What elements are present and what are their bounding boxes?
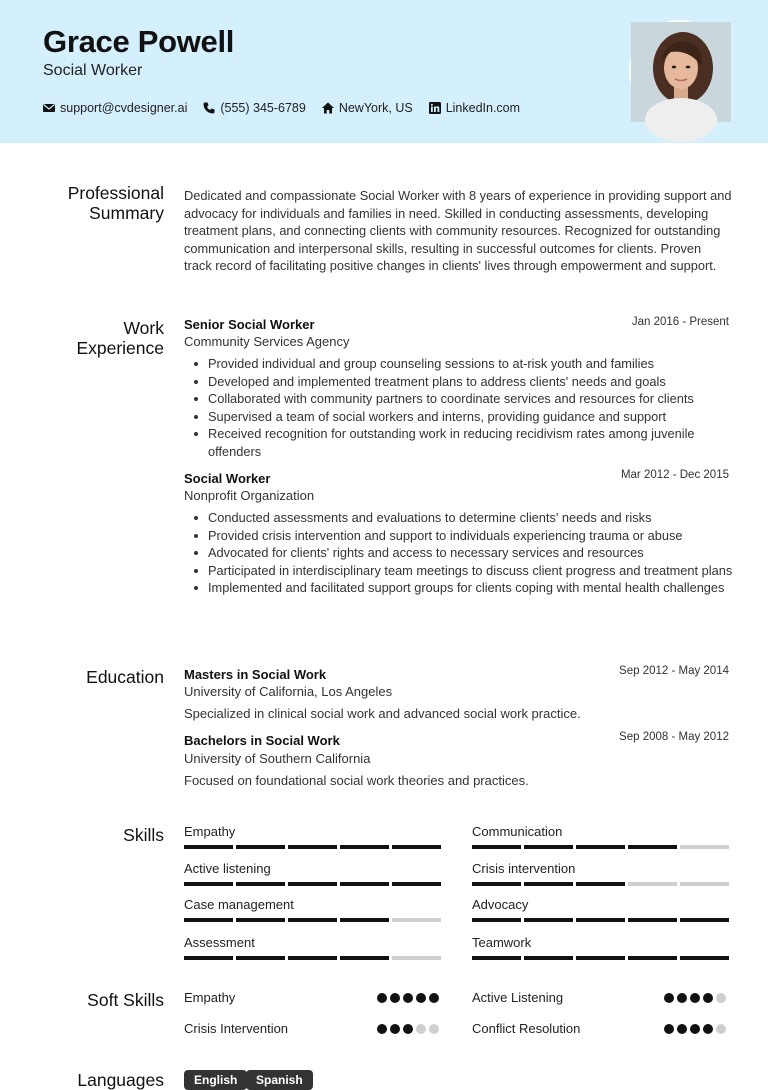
section-title-languages: Languages xyxy=(77,1070,164,1090)
skill-level-segment xyxy=(524,956,573,960)
rating-dot xyxy=(716,993,726,1003)
rating-dot xyxy=(390,993,400,1003)
skill-level-segment xyxy=(392,882,441,886)
skill-level-segment xyxy=(472,845,521,849)
skill-name: Teamwork xyxy=(472,935,532,950)
degree-1: Masters in Social Work xyxy=(184,667,327,682)
linkedin-icon xyxy=(429,102,441,114)
list-item: Provided crisis intervention and support to individuals experiencing trauma or abuse xyxy=(184,527,734,545)
section-title-skills: Skills xyxy=(123,825,164,845)
skill-level-segment xyxy=(392,956,441,960)
skill-name: Active listening xyxy=(184,861,271,876)
skill-level-bar xyxy=(472,845,729,849)
list-item: Conducted assessments and evaluations to determine clients' needs and risks xyxy=(184,509,734,527)
contact-phone[interactable] xyxy=(203,101,305,115)
section-title-summary: Professional Summary xyxy=(67,183,164,223)
soft-skill-name: Empathy xyxy=(184,990,236,1005)
list-item: Provided individual and group counseling sessions to at-risk youth and families xyxy=(184,355,734,373)
job-title-2: Social Worker xyxy=(184,471,271,486)
skill-level-bar xyxy=(184,918,441,922)
rating-dot xyxy=(703,1024,713,1034)
skill-name: Crisis intervention xyxy=(472,861,576,876)
education-date-2: Sep 2008 - May 2012 xyxy=(619,731,729,743)
candidate-name: Grace Powell xyxy=(43,24,235,59)
soft-skill-rating xyxy=(377,1024,439,1034)
contact-linkedin[interactable] xyxy=(429,101,520,115)
section-title-education: Education xyxy=(86,667,164,687)
skill-name: Case management xyxy=(184,897,294,912)
rating-dot xyxy=(703,993,713,1003)
rating-dot xyxy=(690,1024,700,1034)
skill-level-segment xyxy=(340,956,389,960)
home-icon xyxy=(322,102,334,114)
company-2: Nonprofit Organization xyxy=(184,488,315,503)
skill-level-segment xyxy=(340,882,389,886)
skill-name: Empathy xyxy=(184,824,236,839)
job-date-1: Jan 2016 - Present xyxy=(631,316,729,328)
skill-level-segment xyxy=(576,882,625,886)
school-1: University of California, Los Angeles xyxy=(184,684,393,699)
skill-level-segment xyxy=(524,918,573,922)
skill-level-segment xyxy=(392,918,441,922)
rating-dot xyxy=(416,1024,426,1034)
rating-dot xyxy=(403,1024,413,1034)
list-item: Received recognition for outstanding work in reducing recidivism rates among juvenile offenders xyxy=(184,425,734,460)
section-title-soft-skills: Soft Skills xyxy=(87,990,164,1010)
skill-level-segment xyxy=(184,845,233,849)
job-bullets-1 xyxy=(184,355,734,460)
contact-email-text: support@cvdesigner.ai xyxy=(60,101,188,115)
profile-photo xyxy=(631,22,731,122)
skill-level-segment xyxy=(628,956,677,960)
skill-level-segment xyxy=(680,882,729,886)
skill-level-bar xyxy=(184,956,441,960)
company-1: Community Services Agency xyxy=(184,334,350,349)
skill-level-segment xyxy=(576,845,625,849)
language-badge-english: English xyxy=(184,1070,247,1090)
skill-level-bar xyxy=(184,882,441,886)
skill-level-segment xyxy=(628,882,677,886)
list-item: Implemented and facilitated support groups for clients coping with mental health challenges xyxy=(184,579,734,597)
skill-level-bar xyxy=(472,882,729,886)
soft-skill-rating xyxy=(664,1024,726,1034)
language-badge-spanish: Spanish xyxy=(246,1070,313,1090)
contact-location-text: NewYork, US xyxy=(338,101,413,115)
rating-dot xyxy=(677,1024,687,1034)
soft-skill-rating xyxy=(377,993,439,1003)
skill-name: Communication xyxy=(472,824,563,839)
rating-dot xyxy=(416,993,426,1003)
skill-level-segment xyxy=(472,918,521,922)
rating-dot xyxy=(664,993,674,1003)
education-date-1: Sep 2012 - May 2014 xyxy=(619,665,729,677)
skill-level-segment xyxy=(576,956,625,960)
skill-name: Assessment xyxy=(184,935,255,950)
skill-level-segment xyxy=(392,845,441,849)
rating-dot xyxy=(429,1024,439,1034)
rating-dot xyxy=(377,1024,387,1034)
skill-level-segment xyxy=(340,918,389,922)
skill-level-segment xyxy=(472,956,521,960)
job-title-1: Senior Social Worker xyxy=(184,317,315,332)
rating-dot xyxy=(403,993,413,1003)
rating-dot xyxy=(429,993,439,1003)
skill-level-segment xyxy=(680,956,729,960)
skill-name: Advocacy xyxy=(472,897,529,912)
skill-level-segment xyxy=(288,918,337,922)
list-item: Supervised a team of social workers and interns, providing guidance and support xyxy=(184,408,734,426)
skill-level-bar xyxy=(472,956,729,960)
skill-level-segment xyxy=(236,882,285,886)
contact-linkedin-text: LinkedIn.com xyxy=(445,101,521,115)
rating-dot xyxy=(664,1024,674,1034)
rating-dot xyxy=(690,993,700,1003)
rating-dot xyxy=(390,1024,400,1034)
job-date-2: Mar 2012 - Dec 2015 xyxy=(620,469,729,481)
soft-skill-name: Crisis Intervention xyxy=(184,1021,289,1036)
education-desc-2: Focused on foundational social work theories and practices. xyxy=(184,773,529,788)
skill-level-bar xyxy=(472,918,729,922)
phone-icon xyxy=(203,102,215,114)
skill-level-segment xyxy=(524,845,573,849)
degree-2: Bachelors in Social Work xyxy=(184,733,340,748)
contact-location xyxy=(322,101,413,115)
envelope-icon xyxy=(43,102,55,114)
job-bullets-2 xyxy=(184,509,734,597)
school-2: University of Southern California xyxy=(184,751,371,766)
list-item: Advocated for clients' rights and access to necessary services and resources xyxy=(184,544,734,562)
soft-skill-name: Active Listening xyxy=(472,990,564,1005)
skill-level-segment xyxy=(524,882,573,886)
skill-level-segment xyxy=(576,918,625,922)
skill-level-segment xyxy=(236,845,285,849)
rating-dot xyxy=(677,993,687,1003)
skill-level-segment xyxy=(288,956,337,960)
job-title: Social Worker xyxy=(43,62,143,79)
skill-level-segment xyxy=(680,918,729,922)
skill-level-segment xyxy=(628,845,677,849)
skill-level-segment xyxy=(236,956,285,960)
contact-email[interactable] xyxy=(43,101,187,115)
header xyxy=(0,0,768,143)
rating-dot xyxy=(716,1024,726,1034)
skill-level-segment xyxy=(472,882,521,886)
skill-level-segment xyxy=(288,845,337,849)
skill-level-segment xyxy=(184,882,233,886)
skill-level-segment xyxy=(184,956,233,960)
contact-list xyxy=(43,101,520,115)
list-item: Collaborated with community partners to coordinate services and resources for clients xyxy=(184,390,734,408)
list-item: Participated in interdisciplinary team meetings to discuss client progress and treatment plans xyxy=(184,562,734,580)
soft-skill-name: Conflict Resolution xyxy=(472,1021,581,1036)
skill-level-segment xyxy=(184,918,233,922)
skill-level-segment xyxy=(236,918,285,922)
education-desc-1: Specialized in clinical social work and advanced social work practice. xyxy=(184,706,581,721)
contact-phone-text: (555) 345-6789 xyxy=(220,101,306,115)
list-item: Developed and implemented treatment plans to address clients' needs and goals xyxy=(184,373,734,391)
skill-level-segment xyxy=(288,882,337,886)
skill-level-segment xyxy=(628,918,677,922)
skill-level-segment xyxy=(340,845,389,849)
section-title-experience: Work Experience xyxy=(76,318,164,358)
professional-summary: Dedicated and compassionate Social Worker with 8 years of experience in providing support and advocacy for individuals and families in need. Skilled in conducting assessments, developing treatment plans, and connecting clients with community resources. Recognized for outstanding communication and interpersonal skills, resulting in successful outcomes for clients. Proven track record of facilitating positive changes in clients' lives through empowerment and support. xyxy=(184,188,732,273)
rating-dot xyxy=(377,993,387,1003)
skill-level-bar xyxy=(184,845,441,849)
avatar xyxy=(629,20,729,120)
skill-level-segment xyxy=(680,845,729,849)
soft-skill-rating xyxy=(664,993,726,1003)
